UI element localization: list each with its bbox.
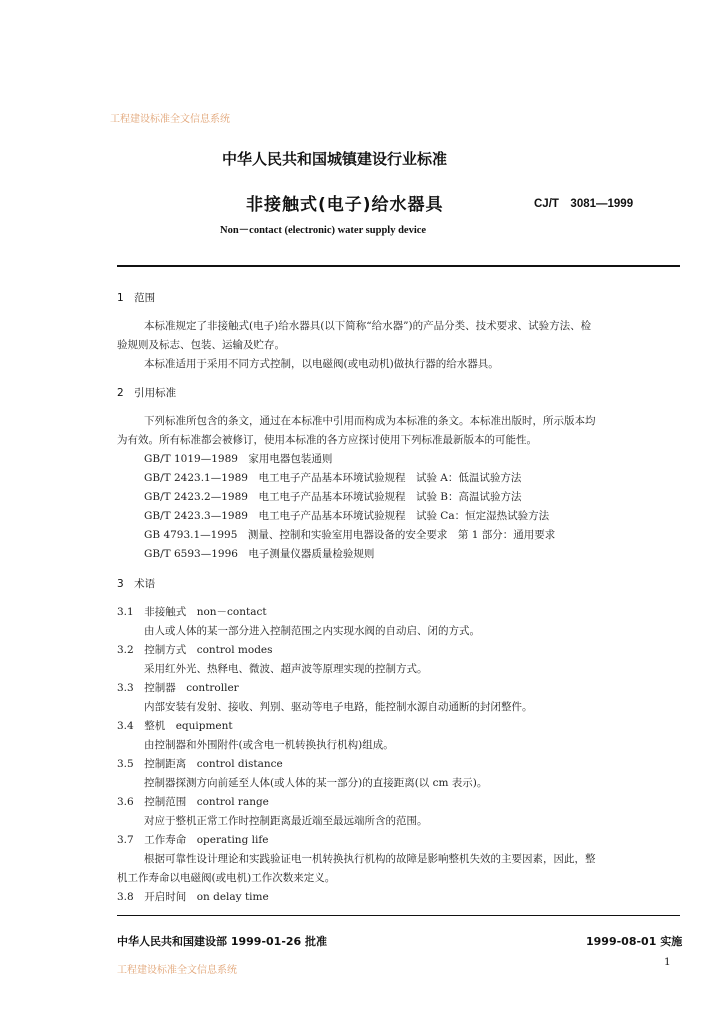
term-title: 3.7 工作寿命 operating life bbox=[117, 834, 269, 846]
section-2-para-line1: 下列标准所包含的条文，通过在本标准中引用而构成为本标准的条文。本标准出版时，所示版本均 bbox=[144, 415, 596, 427]
header-rule bbox=[117, 265, 680, 267]
document-title: 非接触式(电子)给水器具 bbox=[246, 195, 444, 215]
document-code: CJ/T 3081—1999 bbox=[534, 198, 634, 210]
section-1-para2: 本标准适用于采用不同方式控制，以电磁阀(或电动机)做执行器的给水器具。 bbox=[144, 358, 499, 370]
term-title: 3.2 控制方式 control modes bbox=[117, 644, 273, 656]
term-description: 内部安装有发射、接收、判别、驱动等电子电路，能控制水源自动通断的封闭整件。 bbox=[144, 701, 533, 713]
section-2-heading: 2 引用标准 bbox=[117, 387, 177, 399]
term-title: 3.4 整机 equipment bbox=[117, 720, 233, 732]
term-title: 3.8 开启时间 on delay time bbox=[117, 891, 269, 903]
footer-rule bbox=[117, 915, 680, 916]
term-description-continued: 机工作寿命以电磁阀(或电机)工作次数来定义。 bbox=[117, 872, 336, 884]
term-description: 控制器探测方向前延至人体(或人体的某一部分)的直接距离(以 cm 表示)。 bbox=[144, 777, 488, 789]
reference-item: GB/T 1019—1989 家用电器包装通则 bbox=[144, 453, 333, 465]
term-description: 由控制器和外围附件(或含电一机转换执行机构)组成。 bbox=[144, 739, 394, 751]
section-2-para-line2: 为有效。所有标准都会被修订，使用本标准的各方应探讨使用下列标准最新版本的可能性。 bbox=[117, 434, 537, 446]
reference-item: GB/T 2423.1—1989 电工电子产品基本环境试验规程 试验 A：低温试验方法 bbox=[144, 472, 522, 484]
term-description: 由人或人体的某一部分进入控制范围之内实现水阀的自动启、闭的方式。 bbox=[144, 625, 480, 637]
watermark-bottom: 工程建设标准全文信息系统 bbox=[117, 965, 237, 976]
effective-date: 1999-08-01 实施 bbox=[586, 935, 683, 948]
section-1-para1-line1: 本标准规定了非接触式(电子)给水器具(以下简称“给水器”)的产品分类、技术要求、试验方法、检 bbox=[144, 320, 592, 332]
standard-title: 中华人民共和国城镇建设行业标准 bbox=[222, 150, 448, 168]
section-3-heading: 3 术语 bbox=[117, 578, 156, 590]
reference-item: GB/T 2423.2—1989 电工电子产品基本环境试验规程 试验 B：高温试验方法 bbox=[144, 491, 522, 503]
term-description: 采用红外光、热释电、微波、超声波等原理实现的控制方式。 bbox=[144, 663, 428, 675]
reference-item: GB/T 2423.3—1989 电工电子产品基本环境试验规程 试验 Ca：恒定湿热试验方法 bbox=[144, 510, 550, 522]
term-description: 对应于整机正常工作时控制距离最近端至最远端所含的范围。 bbox=[144, 815, 428, 827]
english-title: Non－contact (electronic) water supply device bbox=[220, 225, 427, 236]
page-number: 1 bbox=[664, 956, 671, 968]
reference-item: GB/T 6593—1996 电子测量仪器质量检验规则 bbox=[144, 548, 375, 560]
issuer-approval: 中华人民共和国建设部 1999-01-26 批准 bbox=[117, 935, 328, 948]
term-description: 根据可靠性设计理论和实践验证电一机转换执行机构的故障是影响整机失效的主要因素，因此，整 bbox=[144, 853, 596, 865]
watermark-top: 工程建设标准全文信息系统 bbox=[110, 114, 230, 125]
reference-item: GB 4793.1—1995 测量、控制和实验室用电器设备的安全要求 第 1 部分：通用要求 bbox=[144, 529, 556, 541]
term-title: 3.6 控制范围 control range bbox=[117, 796, 269, 808]
section-1-para1-line2: 验规则及标志、包装、运输及贮存。 bbox=[117, 339, 285, 351]
term-title: 3.3 控制器 controller bbox=[117, 682, 239, 694]
term-title: 3.1 非接触式 non－contact bbox=[117, 606, 267, 618]
term-title: 3.5 控制距离 control distance bbox=[117, 758, 283, 770]
section-1-heading: 1 范围 bbox=[117, 292, 156, 304]
